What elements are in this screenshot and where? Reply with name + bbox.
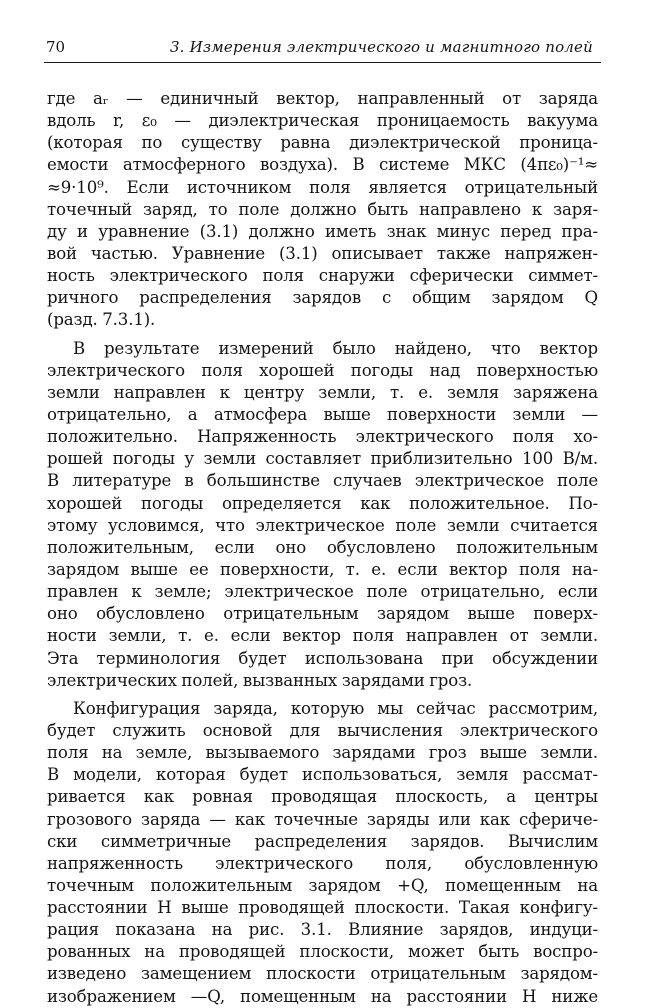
text-line: напряженность электрического поля, обусловленную	[47, 853, 598, 873]
text-line: точечный заряд, то поле должно быть направлено к заря-	[47, 199, 598, 219]
text-line: ность электрического поля снаружи сферически симмет-	[47, 266, 598, 286]
paragraph	[47, 698, 598, 1008]
text-line: рошей погоды у земли составляет приблизительно 100 В/м.	[47, 449, 598, 469]
text-line: где aᵣ — единичный вектор, направленный от заряда	[47, 89, 598, 108]
text-line: ности земли, т. е. если вектор поля направлен от земли.	[47, 626, 598, 646]
text-line: электрического поля хорошей погоды над поверхностью	[47, 360, 598, 380]
text-line: оно обусловлено отрицательным зарядом выше поверх-	[47, 604, 598, 624]
text-line: точечным положительным зарядом +Q, помещенным на	[47, 875, 598, 895]
text-line: вдоль r, ε₀ — диэлектрическая проницаемость вакуума	[47, 111, 598, 131]
text-line: (которая по существу равна диэлектрической проница-	[47, 133, 598, 153]
text-line: Эта терминология будет использована при обсуждении	[47, 648, 598, 668]
text-line: емости атмосферного воздуха). В системе МКС (4πε₀)⁻¹≈	[47, 155, 598, 175]
text-line: правлен к земле; электрическое поле отрицательно, если	[47, 582, 598, 602]
text-line: ричного распределения зарядов с общим зарядом Q	[47, 288, 598, 308]
text-line: будет служить основой для вычисления электрического	[47, 720, 598, 740]
paragraph	[47, 88, 598, 332]
paragraph	[47, 338, 598, 692]
text-line: вой частью. Уравнение (3.1) описывает также напряжен-	[47, 243, 598, 263]
text-line: рация показана на рис. 3.1. Влияние зарядов, индуци-	[47, 920, 598, 940]
text-line: ски симметричные распределения зарядов. Вычислим	[47, 831, 598, 851]
body-text	[47, 88, 598, 1008]
text-line: расстоянии H выше проводящей плоскости. Такая конфигу-	[47, 898, 598, 918]
text-line: ривается как ровная проводящая плоскость, а центры	[47, 787, 598, 807]
text-line: зарядом выше ее поверхности, т. е. если вектор поля на-	[47, 559, 598, 579]
text-line: В результате измерений было найдено, что вектор	[73, 338, 598, 358]
text-line: отрицательно, а атмосфера выше поверхности земли —	[47, 404, 598, 424]
text-line: хорошей погоды определяется как положительное. По-	[47, 493, 598, 513]
text-line: ≈9·10⁹. Если источником поля является отрицательный	[47, 177, 598, 197]
text-line: электрических полей, вызванных зарядами гроз.	[47, 670, 473, 690]
text-line: изведено замещением плоскости отрицательным зарядом-	[47, 964, 598, 984]
text-line: положительно. Напряженность электрического поля хо-	[47, 427, 598, 447]
text-line: рованных на проводящей плоскости, может быть воспро-	[47, 942, 598, 962]
text-line: В литературе в большинстве случаев электрическое поле	[47, 471, 598, 491]
text-line: (разд. 7.3.1).	[47, 310, 156, 330]
page-header	[44, 36, 601, 63]
page-number: 70	[46, 38, 66, 56]
text-line: поля на земле, вызываемого зарядами гроз выше земли.	[47, 743, 598, 763]
text-line: положительным, если оно обусловлено положительным	[47, 537, 598, 557]
text-line: земли направлен к центру земли, т. е. земля заряжена	[47, 382, 598, 402]
text-line: изображением —Q, помещенным на расстоянии H ниже	[47, 986, 598, 1006]
text-line: Конфигурация заряда, которую мы сейчас рассмотрим,	[73, 698, 598, 718]
text-line: ду и уравнение (3.1) должно иметь знак минус перед пра-	[47, 221, 598, 241]
text-line: этому условимся, что электрическое поле земли считается	[47, 515, 598, 535]
text-line: грозового заряда — как точечные заряды или как сфериче-	[47, 809, 598, 829]
running-title: 3. Измерения электрического и магнитного полей	[169, 38, 593, 56]
text-line: В модели, которая будет использоваться, земля рассмат-	[47, 765, 598, 785]
